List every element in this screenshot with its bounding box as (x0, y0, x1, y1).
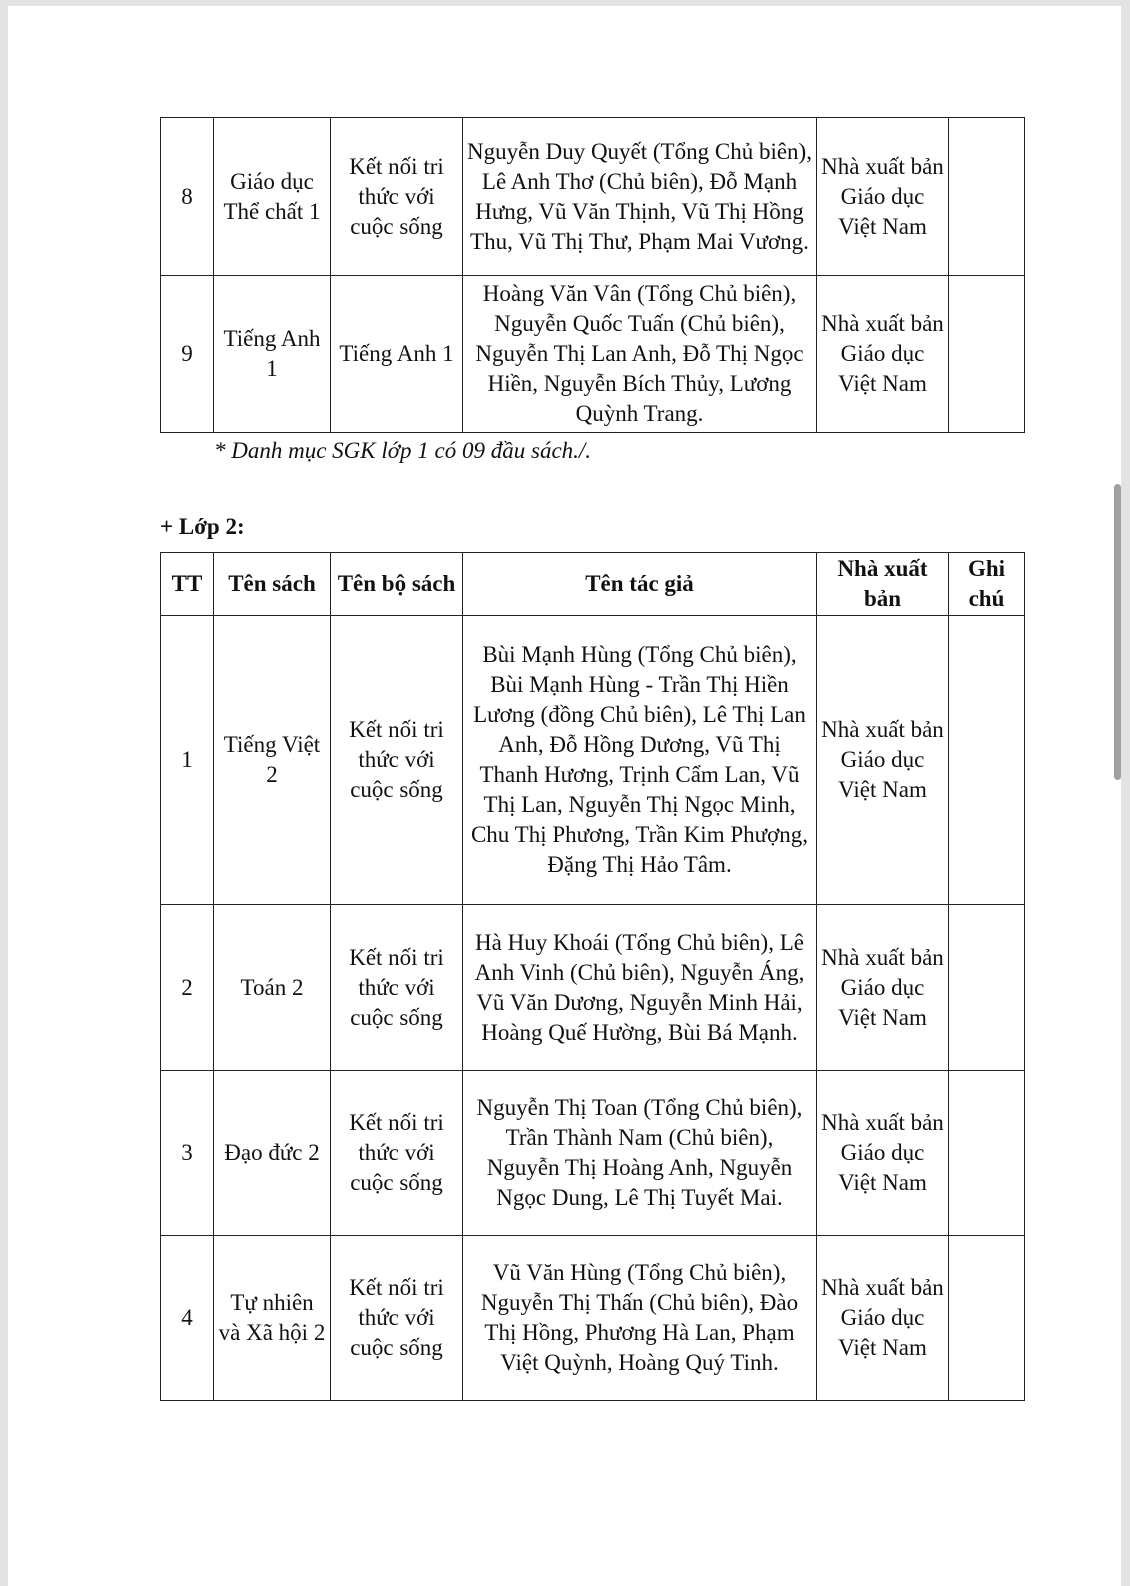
cell-nxb: Nhà xuất bản Giáo dục Việt Nam (817, 118, 949, 276)
header-ghi-chu: Ghi chú (949, 553, 1025, 616)
cell-tac-gia: Nguyễn Duy Quyết (Tổng Chủ biên), Lê Anh Thơ (Chủ biên), Đỗ Mạnh Hưng, Vũ Văn Thịnh, Vũ Thị Hồng Thu, Vũ Thị Thư, Phạm Mai Vương. (463, 118, 817, 276)
header-ten-sach: Tên sách (214, 553, 331, 616)
cell-bo-sach: Tiếng Anh 1 (331, 276, 463, 433)
cell-tac-gia: Hoàng Văn Vân (Tổng Chủ biên), Nguyễn Quốc Tuấn (Chủ biên), Nguyễn Thị Lan Anh, Đỗ Thị Ngọc Hiền, Nguyễn Bích Thủy, Lương Quỳnh Trang. (463, 276, 817, 433)
cell-tac-gia: Bùi Mạnh Hùng (Tổng Chủ biên), Bùi Mạnh Hùng - Trần Thị Hiền Lương (đồng Chủ biên), Lê Thị Lan Anh, Đỗ Hồng Dương, Vũ Thị Thanh Hương, Trịnh Cẩm Lan, Vũ Thị Lan, Nguyễn Thị Ngọc Minh, Chu Thị Phương, Trần Kim Phượng, Đặng Thị Hảo Tâm. (463, 616, 817, 905)
cell-ghi-chu (949, 905, 1025, 1071)
cell-nxb: Nhà xuất bản Giáo dục Việt Nam (817, 905, 949, 1071)
header-tt: TT (161, 553, 214, 616)
document-page (8, 6, 1121, 1586)
cell-tt: 9 (161, 276, 214, 433)
cell-tt: 4 (161, 1236, 214, 1401)
table-row (161, 1071, 1025, 1236)
cell-tt: 1 (161, 616, 214, 905)
cell-tt: 8 (161, 118, 214, 276)
cell-ghi-chu (949, 118, 1025, 276)
grade2-heading: + Lớp 2: (160, 514, 245, 539)
cell-bo-sach: Kết nối tri thức với cuộc sống (331, 616, 463, 905)
cell-tt: 3 (161, 1071, 214, 1236)
cell-nxb: Nhà xuất bản Giáo dục Việt Nam (817, 616, 949, 905)
cell-ten-sach: Đạo đức 2 (214, 1071, 331, 1236)
cell-bo-sach: Kết nối tri thức với cuộc sống (331, 1071, 463, 1236)
grade1-book-table (160, 117, 1025, 433)
table-header-row (161, 553, 1025, 616)
table-row (161, 905, 1025, 1071)
header-nxb: Nhà xuất bản (817, 553, 949, 616)
cell-tt: 2 (161, 905, 214, 1071)
header-tac-gia: Tên tác giả (463, 553, 817, 616)
cell-ten-sach: Tiếng Anh 1 (214, 276, 331, 433)
cell-ten-sach: Giáo dục Thể chất 1 (214, 118, 331, 276)
cell-bo-sach: Kết nối tri thức với cuộc sống (331, 118, 463, 276)
cell-tac-gia: Vũ Văn Hùng (Tổng Chủ biên), Nguyễn Thị Thấn (Chủ biên), Đào Thị Hồng, Phương Hà Lan, Phạm Việt Quỳnh, Hoàng Quý Tinh. (463, 1236, 817, 1401)
table-row (161, 1236, 1025, 1401)
cell-nxb: Nhà xuất bản Giáo dục Việt Nam (817, 1071, 949, 1236)
table-row (161, 616, 1025, 905)
cell-ten-sach: Toán 2 (214, 905, 331, 1071)
cell-bo-sach: Kết nối tri thức với cuộc sống (331, 905, 463, 1071)
header-bo-sach: Tên bộ sách (331, 553, 463, 616)
scrollbar[interactable] (1114, 484, 1121, 780)
table-row (161, 118, 1025, 276)
cell-ghi-chu (949, 1236, 1025, 1401)
cell-ghi-chu (949, 1071, 1025, 1236)
cell-nxb: Nhà xuất bản Giáo dục Việt Nam (817, 276, 949, 433)
cell-tac-gia: Hà Huy Khoái (Tổng Chủ biên), Lê Anh Vinh (Chủ biên), Nguyễn Áng, Vũ Văn Dương, Nguyễn Minh Hải, Hoàng Quế Hường, Bùi Bá Mạnh. (463, 905, 817, 1071)
grade2-book-table (160, 552, 1025, 1401)
cell-nxb: Nhà xuất bản Giáo dục Việt Nam (817, 1236, 949, 1401)
cell-ghi-chu (949, 616, 1025, 905)
table-row (161, 276, 1025, 433)
cell-ten-sach: Tiếng Việt 2 (214, 616, 331, 905)
cell-ten-sach: Tự nhiên và Xã hội 2 (214, 1236, 331, 1401)
cell-bo-sach: Kết nối tri thức với cuộc sống (331, 1236, 463, 1401)
grade1-note: * Danh mục SGK lớp 1 có 09 đầu sách./. (214, 438, 592, 463)
cell-ghi-chu (949, 276, 1025, 433)
cell-tac-gia: Nguyễn Thị Toan (Tổng Chủ biên), Trần Thành Nam (Chủ biên), Nguyễn Thị Hoàng Anh, Nguyễn Ngọc Dung, Lê Thị Tuyết Mai. (463, 1071, 817, 1236)
